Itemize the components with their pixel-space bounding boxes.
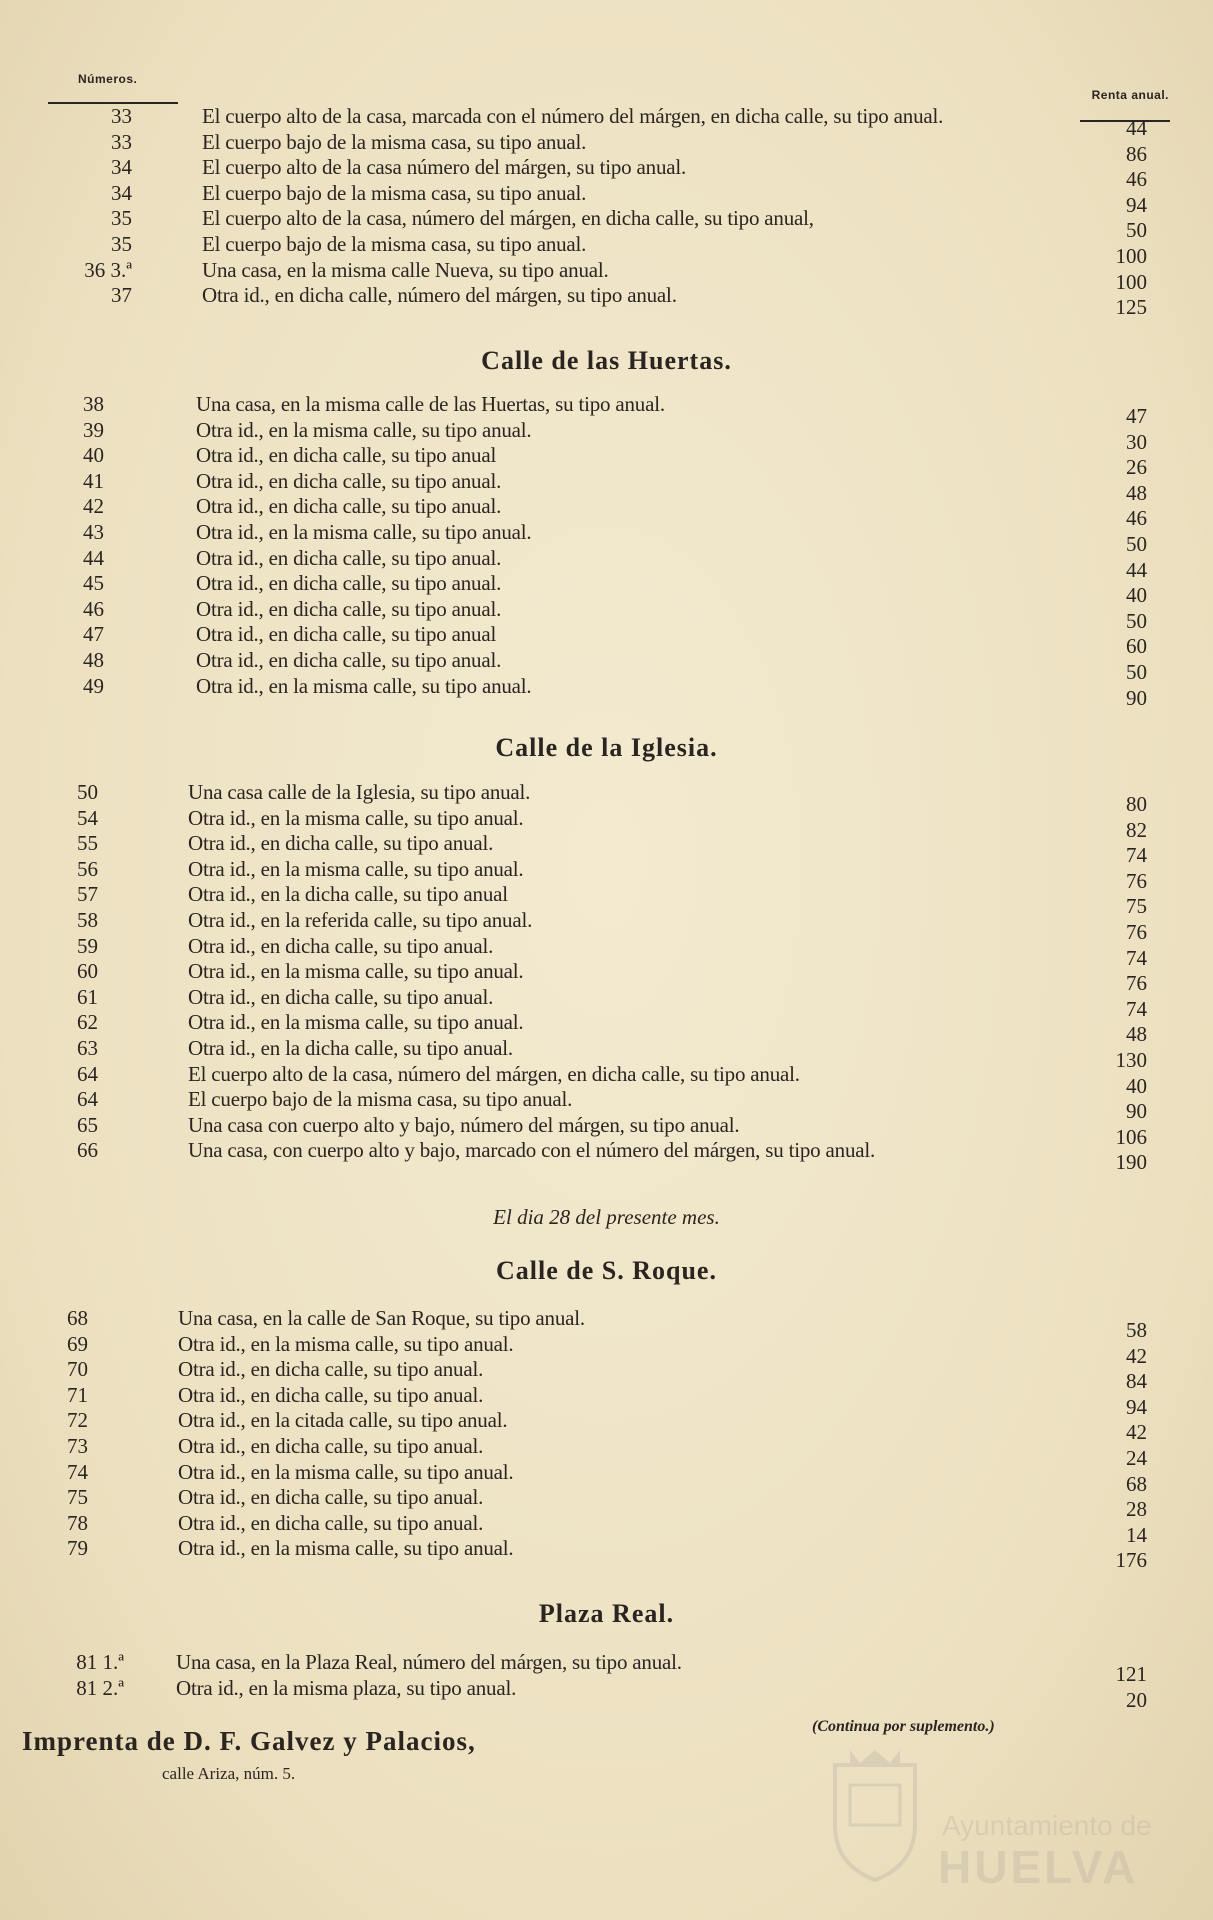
listing-row [0, 805, 1213, 842]
listing-description: Otra id., en la misma calle, su tipo anual. [196, 519, 532, 544]
listing-description: El cuerpo bajo de la misma casa, su tipo anual. [188, 1087, 573, 1112]
listing-row [0, 622, 1213, 659]
listing-annual-rent: 20 [1126, 1687, 1147, 1712]
listing-description: Una casa, en la misma calle Nueva, su tipo anual. [202, 257, 609, 282]
listing-description: Otra id., en dicha calle, su tipo anual [196, 622, 497, 647]
listing-number: 70 [67, 1357, 88, 1382]
listing-number: 49 [83, 673, 104, 698]
listing-description: El cuerpo alto de la casa, número del márgen, en dicha calle, su tipo anual. [188, 1061, 800, 1086]
listing-number: 59 [77, 933, 98, 958]
listing-number: 81 1.ª [76, 1650, 124, 1674]
listing-description: Otra id., en la misma calle, su tipo anual. [178, 1536, 514, 1561]
listing-description: Otra id., en dicha calle, su tipo anual. [196, 571, 502, 596]
listing-annual-rent: 50 [1126, 659, 1147, 684]
listing-description: Otra id., en la referida calle, su tipo anual. [188, 907, 533, 932]
listing-description: Otra id., en dicha calle, su tipo anual. [196, 468, 502, 493]
listing-description: Una casa, en la Plaza Real, número del márgen, su tipo anual. [176, 1650, 682, 1674]
listing-annual-rent: 48 [1126, 1022, 1147, 1047]
listing-annual-rent: 26 [1126, 455, 1147, 480]
listing-number: 74 [67, 1459, 88, 1484]
watermark-line1: Ayuntamiento de [942, 1810, 1152, 1841]
listing-description: Otra id., en la dicha calle, su tipo anual. [188, 1035, 513, 1060]
section-title-plaza: Plaza Real. [538, 1599, 675, 1628]
listing-description: Otra id., en la misma calle, su tipo anual. [196, 417, 532, 442]
listing-description: Otra id., en la dicha calle, su tipo anual [188, 882, 508, 907]
section-title-roque: Calle de S. Roque. [496, 1256, 717, 1285]
listing-row [0, 984, 1213, 1021]
listing-number: 47 [83, 622, 104, 647]
listing-row [0, 780, 1213, 816]
listing-description: Otra id., en la misma calle, su tipo anual. [188, 1010, 524, 1035]
listing-description: Otra id., en dicha calle, su tipo anual. [196, 545, 502, 570]
listing-row [0, 417, 1213, 454]
listing-annual-rent: 76 [1126, 868, 1147, 893]
listing-description: Otra id., en dicha calle, su tipo anual. [196, 494, 502, 519]
listing-description: Otra id., en dicha calle, su tipo anual. [188, 984, 494, 1009]
listing-number: 64 [77, 1087, 98, 1112]
listing-number: 39 [83, 417, 104, 442]
listing-row [0, 959, 1213, 996]
listing-row [0, 571, 1213, 608]
listing-annual-rent: 100 [1115, 269, 1147, 294]
listing-number: 41 [83, 468, 104, 493]
listing-row [0, 1510, 1213, 1547]
listing-annual-rent: 76 [1126, 919, 1147, 944]
listing-number: 33 [111, 104, 132, 128]
listing-description: Otra id., en la misma calle, su tipo anual. [188, 856, 524, 881]
listing-row [0, 231, 1213, 268]
listing-annual-rent: 48 [1126, 480, 1147, 505]
listing-description: El cuerpo bajo de la misma casa, su tipo anual. [202, 180, 587, 205]
listing-number: 54 [77, 805, 98, 830]
listing-number: 73 [67, 1433, 88, 1458]
listing-number: 69 [67, 1331, 88, 1356]
listing-row [0, 180, 1213, 217]
listing-number: 66 [77, 1138, 98, 1163]
listing-row [0, 1485, 1213, 1522]
header-numbers-label: Números. [78, 72, 138, 86]
listing-number: 43 [83, 519, 104, 544]
listing-number: 37 [111, 283, 132, 308]
listing-row [0, 443, 1213, 480]
listing-number: 62 [77, 1010, 98, 1035]
listing-row [0, 907, 1213, 944]
listing-row [0, 545, 1213, 582]
listing-row [0, 1408, 1213, 1445]
listing-description: El cuerpo alto de la casa, marcada con el número del márgen, en dicha calle, su tipo anual. [202, 104, 944, 128]
listing-number: 50 [77, 780, 98, 804]
listing-number: 65 [77, 1112, 98, 1137]
listing-number: 68 [67, 1306, 88, 1330]
listing-row [0, 129, 1213, 166]
listing-row [0, 1331, 1213, 1368]
listing-annual-rent: 74 [1126, 996, 1147, 1021]
listing-row [0, 257, 1213, 294]
listing-row [0, 1010, 1213, 1047]
listing-description: Otra id., en dicha calle, su tipo anual [196, 443, 497, 468]
listing-annual-rent: 84 [1126, 1369, 1147, 1394]
listing-annual-rent: 46 [1126, 506, 1147, 531]
listing-description: Una casa, en la misma calle de las Huertas, su tipo anual. [196, 392, 665, 416]
listing-row [0, 882, 1213, 919]
listing-number: 35 [111, 231, 132, 256]
listing-description: Otra id., en dicha calle, su tipo anual. [196, 647, 502, 672]
listing-annual-rent: 46 [1126, 167, 1147, 192]
listing-row [0, 933, 1213, 970]
listing-description: Una casa, en la calle de San Roque, su tipo anual. [178, 1306, 585, 1330]
listing-row [0, 1650, 1213, 1686]
listing-number: 33 [111, 129, 132, 154]
listing-number: 46 [83, 596, 104, 621]
section-title-huertas: Calle de las Huertas. [481, 346, 732, 375]
listing-row [0, 283, 1213, 320]
listing-annual-rent: 176 [1115, 1548, 1147, 1573]
listing-annual-rent: 74 [1126, 945, 1147, 970]
listing-annual-rent: 44 [1126, 557, 1147, 582]
listing-row [0, 519, 1213, 556]
coat-of-arms-icon [820, 1745, 930, 1885]
listing-number: 57 [77, 882, 98, 907]
listing-description: Otra id., en dicha calle, su tipo anual. [196, 596, 502, 621]
listing-row [0, 831, 1213, 868]
listing-number: 34 [111, 155, 132, 180]
listing-annual-rent: 80 [1126, 792, 1147, 816]
listing-number: 56 [77, 856, 98, 881]
watermark-line2: HUELVA [938, 1841, 1139, 1893]
listing-description: Otra id., en dicha calle, su tipo anual. [178, 1433, 484, 1458]
listing-description: Otra id., en la misma calle, su tipo anual. [178, 1459, 514, 1484]
listing-description: Otra id., en dicha calle, su tipo anual. [178, 1357, 484, 1382]
listing-description: Otra id., en dicha calle, su tipo anual. [188, 831, 494, 856]
listing-annual-rent: 75 [1126, 894, 1147, 919]
listing-number: 63 [77, 1035, 98, 1060]
listing-row [0, 1536, 1213, 1573]
listing-annual-rent: 50 [1126, 531, 1147, 556]
listing-annual-rent: 68 [1126, 1471, 1147, 1496]
listing-description: El cuerpo alto de la casa, número del márgen, en dicha calle, su tipo anual, [202, 206, 814, 231]
listing-annual-rent: 90 [1126, 685, 1147, 710]
listing-description: Otra id., en dicha calle, su tipo anual. [178, 1485, 484, 1510]
section-calle-nueva [0, 104, 1213, 320]
listing-description: El cuerpo alto de la casa número del márgen, su tipo anual. [202, 155, 687, 180]
listing-annual-rent: 90 [1126, 1099, 1147, 1124]
listing-row [0, 1675, 1213, 1712]
listing-annual-rent: 106 [1115, 1124, 1147, 1149]
listing-row [0, 1061, 1213, 1098]
listing-annual-rent: 76 [1126, 971, 1147, 996]
listing-number: 35 [111, 206, 132, 231]
section-title-iglesia: Calle de la Iglesia. [495, 733, 718, 762]
listing-annual-rent: 42 [1126, 1420, 1147, 1445]
printer-address: calle Ariza, núm. 5. [162, 1764, 296, 1783]
listing-annual-rent: 24 [1126, 1445, 1147, 1470]
listing-row [0, 206, 1213, 243]
listing-annual-rent: 28 [1126, 1497, 1147, 1522]
archive-watermark [810, 1740, 1190, 1893]
listing-annual-rent: 130 [1115, 1047, 1147, 1072]
listing-row [0, 104, 1213, 140]
listing-description: Otra id., en dicha calle, su tipo anual. [178, 1510, 484, 1535]
listing-description: Otra id., en dicha calle, su tipo anual. [188, 933, 494, 958]
listing-row [0, 673, 1213, 710]
header-rent-label: Renta anual. [1091, 88, 1169, 102]
listing-annual-rent: 44 [1126, 116, 1147, 140]
listing-number: 78 [67, 1510, 88, 1535]
listing-annual-rent: 74 [1126, 843, 1147, 868]
listing-row [0, 1459, 1213, 1496]
listing-annual-rent: 50 [1126, 608, 1147, 633]
listing-row [0, 494, 1213, 531]
listing-row [0, 468, 1213, 505]
listing-row [0, 647, 1213, 684]
listing-annual-rent: 58 [1126, 1318, 1147, 1342]
listing-number: 40 [83, 443, 104, 468]
listing-row [0, 1382, 1213, 1419]
listing-number: 71 [67, 1382, 88, 1407]
listing-description: Otra id., en la misma calle, su tipo anual. [178, 1331, 514, 1356]
section-calle-iglesia [0, 780, 1213, 1175]
listing-annual-rent: 30 [1126, 429, 1147, 454]
listing-number: 64 [77, 1061, 98, 1086]
listing-row [0, 1087, 1213, 1124]
section-plaza-real [0, 1650, 1213, 1712]
listing-description: Otra id., en la misma calle, su tipo anual. [196, 673, 532, 698]
listing-description: Otra id., en la misma plaza, su tipo anual. [176, 1675, 517, 1700]
listing-annual-rent: 40 [1126, 1073, 1147, 1098]
listing-number: 61 [77, 984, 98, 1009]
section-calle-san-roque [0, 1306, 1213, 1573]
listing-annual-rent: 190 [1115, 1150, 1147, 1175]
listing-annual-rent: 82 [1126, 817, 1147, 842]
listing-description: Una casa con cuerpo alto y bajo, número del márgen, su tipo anual. [188, 1112, 740, 1137]
listing-number: 58 [77, 907, 98, 932]
listing-annual-rent: 100 [1115, 243, 1147, 268]
listing-row [0, 1433, 1213, 1470]
listing-number: 81 2.ª [76, 1675, 124, 1700]
listing-description: Otra id., en la misma calle, su tipo anual. [188, 805, 524, 830]
listing-number: 72 [67, 1408, 88, 1433]
listing-annual-rent: 125 [1115, 295, 1147, 320]
listing-number: 45 [83, 571, 104, 596]
listing-row [0, 596, 1213, 633]
continued-note: (Continua por suplemento.) [812, 1718, 995, 1735]
listing-description: Una casa calle de la Iglesia, su tipo anual. [188, 780, 531, 804]
listing-number: 38 [83, 392, 104, 416]
listing-description: Otra id., en dicha calle, número del márgen, su tipo anual. [202, 283, 677, 308]
listing-description: Otra id., en dicha calle, su tipo anual. [178, 1382, 484, 1407]
printer-imprint: Imprenta de D. F. Galvez y Palacios, [22, 1726, 476, 1756]
listing-annual-rent: 42 [1126, 1343, 1147, 1368]
listing-row [0, 856, 1213, 893]
listing-row [0, 392, 1213, 428]
listing-annual-rent: 47 [1126, 404, 1147, 428]
section-calle-huertas [0, 392, 1213, 710]
listing-annual-rent: 121 [1115, 1662, 1147, 1686]
auction-date-notice: El dia 28 del presente mes. [493, 1205, 720, 1229]
listing-number: 42 [83, 494, 104, 519]
listing-description: El cuerpo bajo de la misma casa, su tipo anual. [202, 129, 587, 154]
listing-annual-rent: 50 [1126, 218, 1147, 243]
listing-description: Una casa, con cuerpo alto y bajo, marcado con el número del márgen, su tipo anual. [188, 1138, 876, 1163]
listing-number: 60 [77, 959, 98, 984]
listing-row [0, 1306, 1213, 1342]
listing-row [0, 1357, 1213, 1394]
listing-description: Otra id., en la misma calle, su tipo anual. [188, 959, 524, 984]
listing-number: 48 [83, 647, 104, 672]
listing-row [0, 155, 1213, 192]
listing-number: 44 [83, 545, 104, 570]
listing-annual-rent: 94 [1126, 192, 1147, 217]
listing-number: 36 3.ª [84, 257, 132, 282]
listing-row [0, 1138, 1213, 1175]
listing-description: Otra id., en la citada calle, su tipo anual. [178, 1408, 508, 1433]
listing-annual-rent: 14 [1126, 1522, 1147, 1547]
listing-annual-rent: 94 [1126, 1394, 1147, 1419]
listing-annual-rent: 60 [1126, 634, 1147, 659]
listing-number: 55 [77, 831, 98, 856]
listing-number: 79 [67, 1536, 88, 1561]
listing-annual-rent: 86 [1126, 141, 1147, 166]
listing-number: 75 [67, 1485, 88, 1510]
listing-row [0, 1112, 1213, 1149]
listing-description: El cuerpo bajo de la misma casa, su tipo anual. [202, 231, 587, 256]
listing-row [0, 1035, 1213, 1072]
listing-number: 34 [111, 180, 132, 205]
listing-annual-rent: 40 [1126, 583, 1147, 608]
